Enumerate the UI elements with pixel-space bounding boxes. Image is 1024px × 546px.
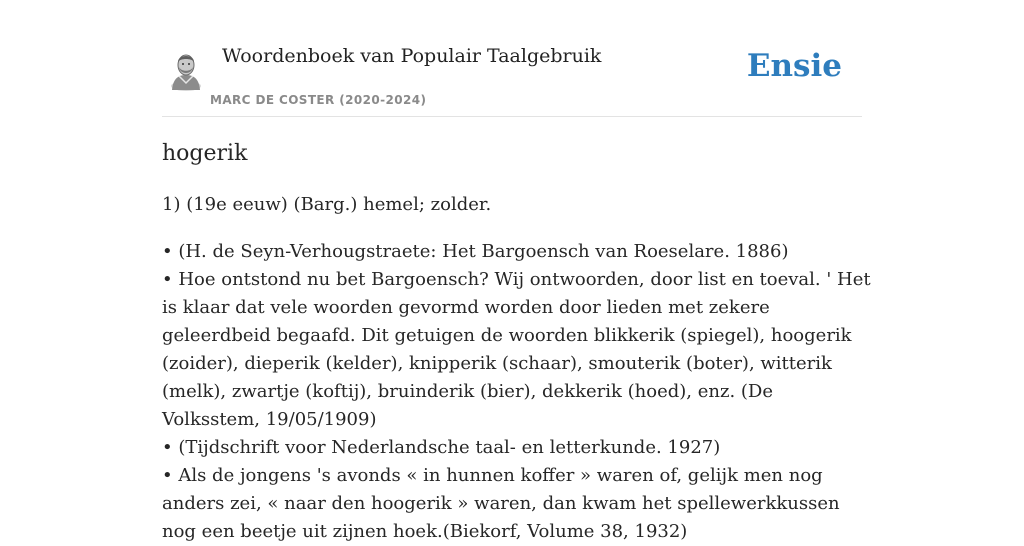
citation-item: • (Tijdschrift voor Nederlandsche taal- en letterkunde. 1927) [162, 437, 721, 458]
entry-definition: 1) (19e eeuw) (Barg.) hemel; zolder. [162, 194, 492, 215]
dictionary-title[interactable]: Woordenboek van Populair Taalgebruik [222, 45, 602, 67]
citation-item: • Als de jongens 's avonds « in hunnen koffer » waren of, gelijk men nog anders zei, « naar den hoogerik » waren, dan kwam het spellewerkkussen nog een beetje uit zijnen hoek.(Biekorf, Volume 38, 1932) [162, 465, 840, 542]
citation-item: • (H. de Seyn-Verhougstraete: Het Bargoensch van Roeselare. 1886) [162, 241, 789, 262]
ensie-logo-link[interactable]: Ensie [746, 48, 842, 84]
entry-headword: hogerik [162, 141, 248, 166]
citation-list [162, 238, 872, 546]
site-header [162, 40, 862, 117]
citation-item: • Hoe ontstond nu bet Bargoensch? Wij ontwoorden, door list en toeval. ' Het is klaar dat vele woorden gevormd worden door lieden met zekere geleerdbeid begaafd. Dit getuigen de woorden blikkerik (spiegel), hoogerik (zoider), dieperik (kelder), knipperik (schaar), smouterik (boter), witterik (melk), zwartje (koftij), bruinderik (bier), dekkerik (hoed), enz. (De Volksstem, 19/05/1909) [162, 269, 871, 430]
entry-content [162, 138, 872, 546]
author-credit: MARC DE COSTER (2020-2024) [210, 93, 427, 107]
author-portrait-icon [168, 50, 204, 90]
